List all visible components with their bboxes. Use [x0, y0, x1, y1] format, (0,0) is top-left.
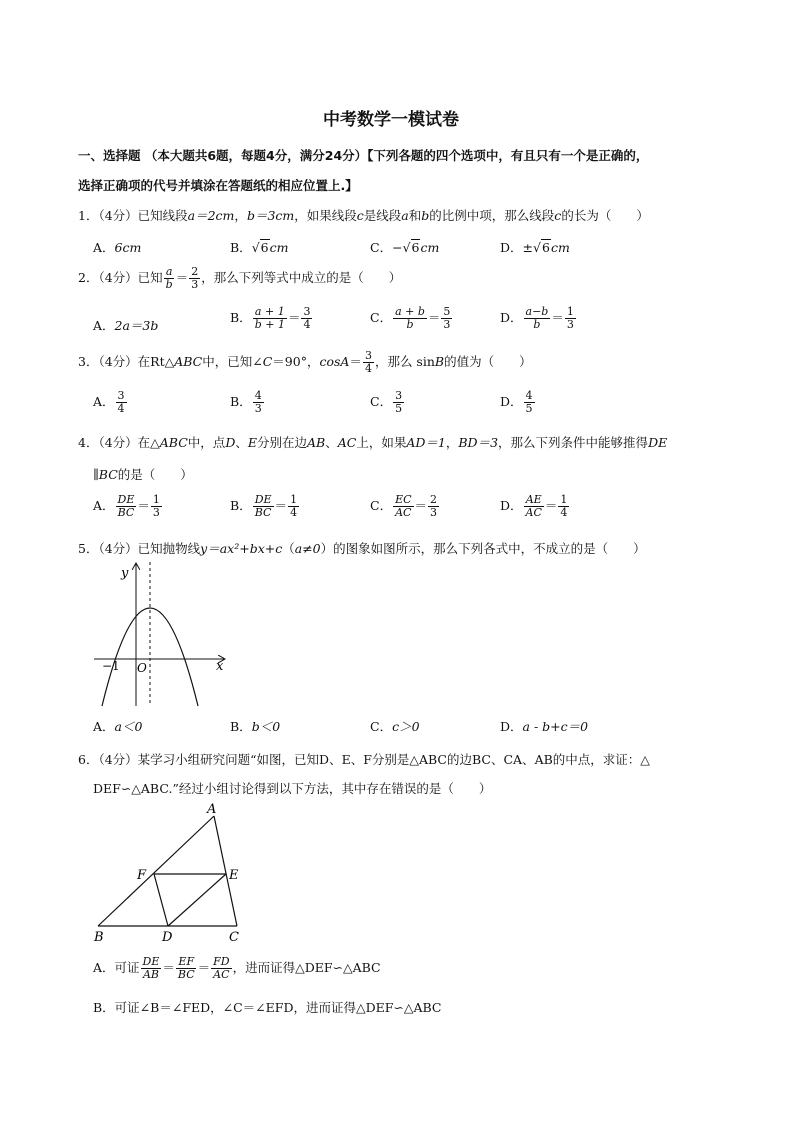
question-6-line2: DEF∽△ABC.”经过小组讨论得到以下方法，其中存在错误的是（ ） [93, 781, 492, 796]
triangle-figure [90, 800, 250, 948]
q2-option-b[interactable]: B． $\frac{a + 1}{b + 1}$ ＝ $\frac{3}{4}$ [230, 305, 311, 331]
q1-option-c[interactable]: C．−√6cm [370, 240, 440, 255]
page-title: 中考数学一模试卷 [323, 110, 459, 130]
q4-option-d[interactable]: D． $\frac{AE}{AC}$ ＝ $\frac{1}{4}$ [500, 493, 568, 519]
edge-ab [98, 816, 214, 926]
q5-option-d[interactable]: D．a - b+c＝0 [500, 719, 589, 734]
midline-de [168, 874, 226, 926]
y-axis-label: y [121, 566, 129, 581]
q3-option-c[interactable]: C． $\frac{3}{5}$ [370, 389, 403, 415]
question-5: 5．（4分）已知抛物线y＝ax²+bx+c（a≠0）的图象如图所示，那么下列各式中，不成立的是（ ） [78, 541, 646, 556]
q2-option-c[interactable]: C． $\frac{a + b}{b}$ ＝ $\frac{5}{3}$ [370, 305, 451, 331]
vertex-b-label: B [94, 930, 104, 945]
q4-option-a[interactable]: A． $\frac{DE}{BC}$ ＝ $\frac{1}{3}$ [93, 493, 160, 519]
vertex-a-label: A [207, 802, 217, 817]
q5-option-a[interactable]: A．a＜0 [93, 719, 143, 734]
q1-option-d[interactable]: D．±√6cm [500, 240, 570, 255]
x-axis-label: x [216, 659, 224, 674]
question-6-line1: 6．（4分）某学习小组研究问题“如图，已知D、E、F分别是△ABC的边BC、CA、AB的中点，求证：△ [78, 752, 650, 767]
q5-option-c[interactable]: C．c＞0 [370, 719, 420, 734]
neg-one-label: −1 [102, 659, 120, 673]
vertex-c-label: C [229, 930, 239, 945]
q3-option-d[interactable]: D． $\frac{4}{5}$ [500, 389, 533, 415]
origin-label: O [137, 661, 147, 675]
q6-option-a[interactable]: A．可证 $\frac{DE}{AB}$ ＝ $\frac{EF}{BC}$ ＝ $\frac{FD}{AC}$ ，进而证得△DEF∽△ABC [93, 955, 381, 981]
parabola-graph [92, 560, 232, 710]
q3-option-b[interactable]: B． $\frac{4}{3}$ [230, 389, 262, 415]
point-f-label: F [137, 868, 147, 883]
q2-option-a[interactable]: A．2a＝3b [93, 318, 159, 333]
question-4-line1: 4．（4分）在△ABC中，点D、E分别在边AB、AC上，如果AD＝1，BD＝3，那么下列条件中能够推得DE [78, 435, 668, 450]
section-heading-2: 选择正确项的代号并填涂在答题纸的相应位置上.】 [78, 178, 358, 193]
q5-option-b[interactable]: B．b＜0 [230, 719, 281, 734]
section-heading: 一、选择题 （本大题共6题，每题4分，满分24分）【下列各题的四个选项中，有且只有一个是正确的， [78, 148, 649, 163]
point-d-label: D [162, 930, 173, 945]
q1-option-b[interactable]: B．√6cm [230, 240, 289, 255]
question-2: 2．（4分）已知 $\frac{a}{b}$ ＝ $\frac{2}{3}$ ，那么下列等式中成立的是（ ） [78, 265, 402, 291]
q3-option-a[interactable]: A． $\frac{3}{4}$ [93, 389, 125, 415]
question-1: 1．（4分）已知线段a＝2cm，b＝3cm，如果线段c是线段a和b的比例中项，那么线段c的长为（ ） [78, 208, 649, 223]
q6-option-b[interactable]: B．可证∠B＝∠FED，∠C＝∠EFD，进而证得△DEF∽△ABC [93, 1000, 442, 1015]
question-4-line2: ∥BC的是（ ） [93, 467, 193, 482]
midline-fd [154, 874, 168, 926]
q1-option-a[interactable]: A．6cm [93, 240, 142, 255]
question-3: 3．（4分）在Rt△ABC中，已知∠C＝90°，cosA＝ $\frac{3}{4}$ ，那么 sinB的值为（ ） [78, 349, 532, 375]
q4-option-b[interactable]: B． $\frac{DE}{BC}$ ＝ $\frac{1}{4}$ [230, 493, 298, 519]
point-e-label: E [229, 868, 239, 883]
q4-option-c[interactable]: C． $\frac{EC}{AC}$ ＝ $\frac{2}{3}$ [370, 493, 438, 519]
q2-option-d[interactable]: D． $\frac{a-b}{b}$ ＝ $\frac{1}{3}$ [500, 305, 574, 331]
